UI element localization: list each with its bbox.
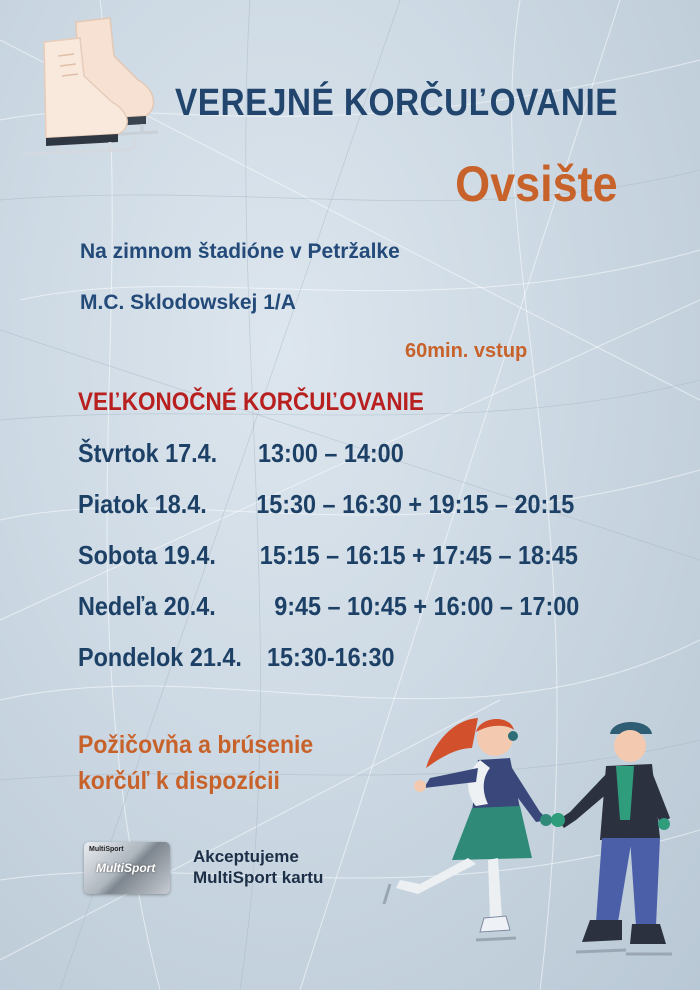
- schedule-day: Nedeľa 20.4.: [78, 591, 216, 621]
- skating-couple-illustration: [360, 708, 680, 970]
- schedule-times: 15:15 – 16:15 + 17:45 – 18:45: [259, 540, 578, 570]
- schedule-row: [78, 642, 395, 673]
- schedule-day: Sobota 19.4.: [78, 540, 216, 570]
- schedule-times: 15:30-16:30: [267, 642, 395, 672]
- venue-line: Na zimnom štadióne v Petržalke: [80, 240, 400, 263]
- boy-skater-icon: [551, 722, 672, 954]
- schedule-day: Piatok 18.4.: [78, 489, 207, 519]
- schedule-row: [78, 489, 575, 520]
- schedule-row: [78, 438, 404, 469]
- schedule-times: 13:00 – 14:00: [258, 438, 404, 468]
- multisport-card-logo: [84, 842, 170, 894]
- card-brand-label: MultiSport: [96, 861, 156, 875]
- schedule-times: 15:30 – 16:30 + 19:15 – 20:15: [256, 489, 575, 519]
- rental-line-2: korčúľ k dispozícii: [78, 767, 280, 795]
- entry-duration: 60min. vstup: [405, 340, 528, 362]
- accept-line-2: MultiSport kartu: [193, 868, 324, 887]
- card-top-label: MultiSport: [89, 846, 124, 853]
- location-subtitle: Ovsište: [455, 156, 618, 212]
- schedule-times: 9:45 – 10:45 + 16:00 – 17:00: [274, 591, 580, 621]
- schedule-day: Štvrtok 17.4.: [78, 438, 218, 468]
- multisport-acceptance: [193, 846, 323, 888]
- girl-skater-icon: [384, 718, 552, 940]
- rental-line-1: Požičovňa a brúsenie: [78, 731, 314, 759]
- schedule-row: [78, 540, 578, 571]
- rental-notice: [78, 727, 313, 799]
- address-line: M.C. Sklodowskej 1/A: [80, 291, 296, 314]
- schedule-heading: VEĽKONOČNÉ KORČUĽOVANIE: [78, 388, 424, 416]
- schedule-day: Pondelok 21.4.: [78, 642, 242, 672]
- ice-skates-icon: [18, 16, 166, 158]
- schedule-row: [78, 591, 580, 622]
- accept-line-1: Akceptujeme: [193, 847, 299, 866]
- page-title: VEREJNÉ KORČUĽOVANIE: [175, 82, 618, 124]
